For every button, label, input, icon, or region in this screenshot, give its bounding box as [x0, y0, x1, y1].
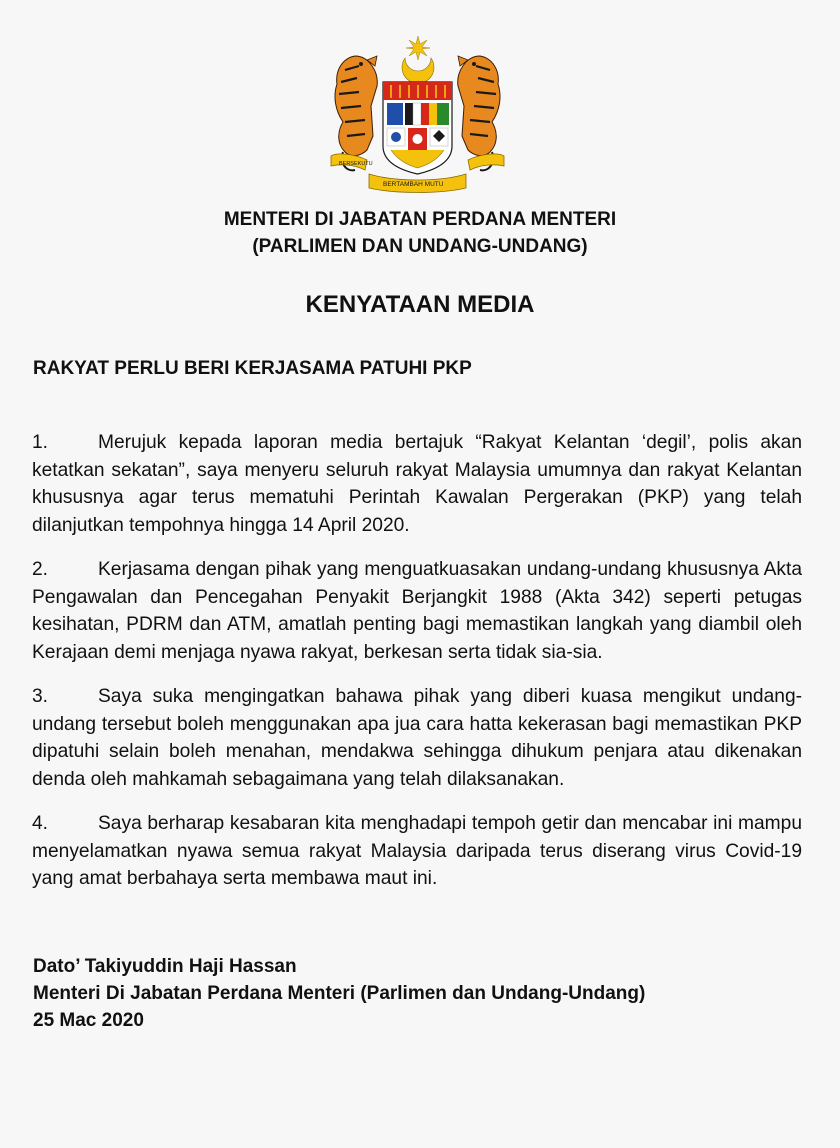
- paragraph-text: Saya berharap kesabaran kita menghadapi tempoh getir dan mencabar ini mampu menyelamatkan nyawa semua rakyat Malaysia daripada terus diserang virus Covid-19 yang amat berbahaya serta membawa maut ini.: [32, 813, 802, 889]
- paragraph-2: [32, 556, 802, 666]
- paragraph-number: 1.: [32, 432, 49, 453]
- paragraph-text: Merujuk kepada laporan media bertajuk “Rakyat Kelantan ‘degil’, polis akan ketatkan sekatan”, saya menyeru seluruh rakyat Malaysia umumnya dan rakyat Kelantan khususnya agar terus mematuhi Perintah Kawalan Pergerakan (PKP) yang telah dilanjutkan tempohnya hingga 14 April 2020.: [32, 432, 802, 536]
- paragraph-text: Kerjasama dengan pihak yang menguatkuasakan undang-undang khususnya Akta Pengawalan dan Pencegahan Penyakit Berjangkit 1988 (Akta 342) seperti petugas kesihatan, PDRM dan ATM, amatlah penting bagi memastikan langkah yang diambil oleh Kerajaan demi menjaga nyawa rakyat, berkesan serta tidak sia-sia.: [32, 559, 802, 663]
- paragraph-text: Saya suka mengingatkan bahawa pihak yang diberi kuasa mengikut undang-undang tersebut boleh menggunakan apa jua cara hatta kekerasan bagi memastikan PKP dipatuhi selain boleh menahan, mendakwa sehingga dihukum penjara atau dikenakan denda oleh mahkamah sebagaimana yang telah dilaksanakan.: [32, 686, 802, 790]
- ministry-heading-line2: (PARLIMEN DAN UNDANG-UNDANG): [252, 236, 588, 257]
- motto-left-text: BERSEKUTU: [339, 161, 373, 167]
- left-tiger-icon: [335, 56, 377, 170]
- page-title: KENYATAAN MEDIA: [305, 291, 535, 318]
- motto-main-text: BERTAMBAH MUTU: [383, 181, 444, 188]
- statement-date: 25 Mac 2020: [33, 1010, 144, 1031]
- shield-icon: [383, 82, 452, 174]
- coat-of-arms-logo: [325, 36, 510, 196]
- paragraph-4: [32, 810, 802, 893]
- signatory-position: Menteri Di Jabatan Perdana Menteri (Parlimen dan Undang-Undang): [33, 983, 646, 1004]
- paragraph-number: 3.: [32, 686, 49, 707]
- crescent-star-icon: [402, 36, 434, 83]
- right-tiger-icon: [458, 56, 500, 170]
- paragraph-number: 2.: [32, 559, 49, 580]
- paragraph-3: [32, 683, 802, 793]
- signatory-name: Dato’ Takiyuddin Haji Hassan: [33, 956, 297, 977]
- ministry-heading-line1: MENTERI DI JABATAN PERDANA MENTERI: [223, 209, 617, 230]
- subject-heading: RAKYAT PERLU BERI KERJASAMA PATUHI PKP: [33, 358, 472, 379]
- paragraph-1: [32, 429, 802, 539]
- paragraph-number: 4.: [32, 813, 49, 834]
